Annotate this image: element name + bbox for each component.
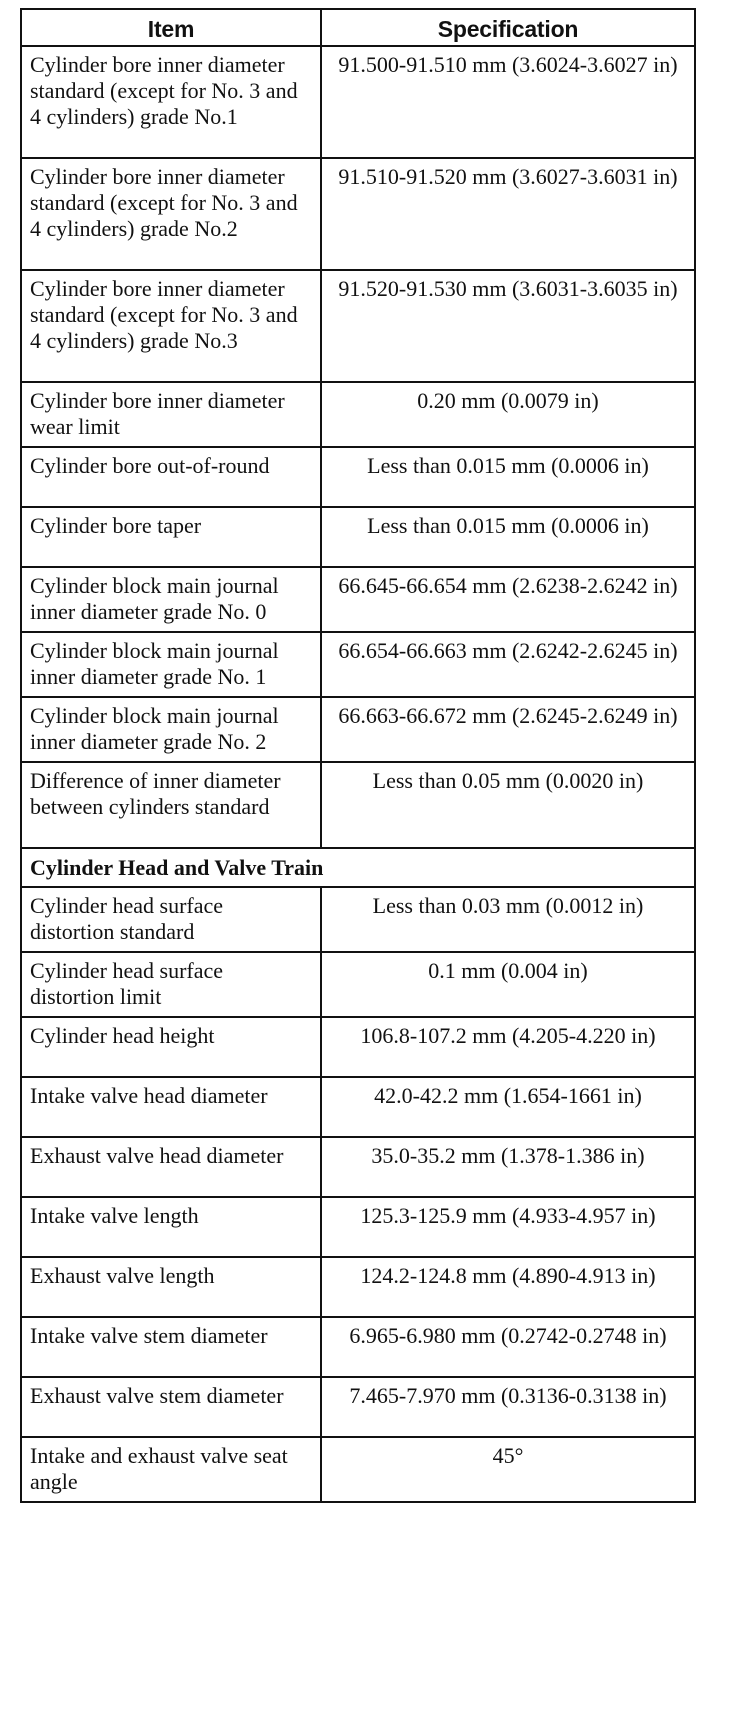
item-cell: Intake valve head diameter (21, 1077, 321, 1137)
table-row (21, 1437, 695, 1502)
table-header-row (21, 9, 695, 46)
item-cell: Cylinder bore inner diameter standard (except for No. 3 and 4 cylinders) grade No.1 (21, 46, 321, 158)
spec-cell: 91.520-91.530 mm (3.6031-3.6035 in) (321, 270, 695, 382)
spec-cell: 66.654-66.663 mm (2.6242-2.6245 in) (321, 632, 695, 697)
spec-cell: 42.0-42.2 mm (1.654-1661 in) (321, 1077, 695, 1137)
item-cell: Cylinder bore taper (21, 507, 321, 567)
table-row (21, 1077, 695, 1137)
table-row (21, 697, 695, 762)
item-cell: Cylinder bore out-of-round (21, 447, 321, 507)
item-cell: Cylinder block main journal inner diameter grade No. 1 (21, 632, 321, 697)
spec-cell: 6.965-6.980 mm (0.2742-0.2748 in) (321, 1317, 695, 1377)
item-cell: Cylinder head surface distortion limit (21, 952, 321, 1017)
column-header-item: Item (21, 9, 321, 46)
table-row (21, 46, 695, 158)
table-row (21, 762, 695, 848)
item-cell: Exhaust valve stem diameter (21, 1377, 321, 1437)
spec-cell: 91.510-91.520 mm (3.6027-3.6031 in) (321, 158, 695, 270)
table-row (21, 567, 695, 632)
table-row (21, 1137, 695, 1197)
table-row (21, 382, 695, 447)
item-cell: Intake and exhaust valve seat angle (21, 1437, 321, 1502)
table-row (21, 447, 695, 507)
item-cell: Cylinder bore inner diameter standard (except for No. 3 and 4 cylinders) grade No.2 (21, 158, 321, 270)
item-cell: Intake valve stem diameter (21, 1317, 321, 1377)
item-cell: Difference of inner diameter between cylinders standard (21, 762, 321, 848)
table-row (21, 1257, 695, 1317)
spec-cell: 45° (321, 1437, 695, 1502)
item-cell: Exhaust valve length (21, 1257, 321, 1317)
specification-table (20, 8, 696, 1503)
table-row (21, 887, 695, 952)
item-cell: Exhaust valve head diameter (21, 1137, 321, 1197)
spec-cell: Less than 0.03 mm (0.0012 in) (321, 887, 695, 952)
table-row (21, 1017, 695, 1077)
table-row (21, 632, 695, 697)
spec-cell: 7.465-7.970 mm (0.3136-0.3138 in) (321, 1377, 695, 1437)
section-title: Cylinder Head and Valve Train (21, 848, 695, 887)
item-cell: Cylinder block main journal inner diameter grade No. 0 (21, 567, 321, 632)
spec-cell: 35.0-35.2 mm (1.378-1.386 in) (321, 1137, 695, 1197)
table-row (21, 1377, 695, 1437)
spec-cell: Less than 0.015 mm (0.0006 in) (321, 507, 695, 567)
table-row (21, 270, 695, 382)
item-cell: Cylinder bore inner diameter wear limit (21, 382, 321, 447)
spec-cell: 0.1 mm (0.004 in) (321, 952, 695, 1017)
table-row (21, 507, 695, 567)
item-cell: Cylinder head surface distortion standard (21, 887, 321, 952)
section-header-row (21, 848, 695, 887)
spec-cell: Less than 0.015 mm (0.0006 in) (321, 447, 695, 507)
table-row (21, 1197, 695, 1257)
spec-cell: 66.663-66.672 mm (2.6245-2.6249 in) (321, 697, 695, 762)
spec-cell: 0.20 mm (0.0079 in) (321, 382, 695, 447)
table-row (21, 1317, 695, 1377)
spec-cell: 125.3-125.9 mm (4.933-4.957 in) (321, 1197, 695, 1257)
table-row (21, 158, 695, 270)
item-cell: Cylinder block main journal inner diameter grade No. 2 (21, 697, 321, 762)
item-cell: Cylinder head height (21, 1017, 321, 1077)
spec-cell: Less than 0.05 mm (0.0020 in) (321, 762, 695, 848)
item-cell: Intake valve length (21, 1197, 321, 1257)
spec-cell: 124.2-124.8 mm (4.890-4.913 in) (321, 1257, 695, 1317)
item-cell: Cylinder bore inner diameter standard (except for No. 3 and 4 cylinders) grade No.3 (21, 270, 321, 382)
spec-cell: 106.8-107.2 mm (4.205-4.220 in) (321, 1017, 695, 1077)
spec-cell: 66.645-66.654 mm (2.6238-2.6242 in) (321, 567, 695, 632)
table-row (21, 952, 695, 1017)
spec-cell: 91.500-91.510 mm (3.6024-3.6027 in) (321, 46, 695, 158)
column-header-specification: Specification (321, 9, 695, 46)
